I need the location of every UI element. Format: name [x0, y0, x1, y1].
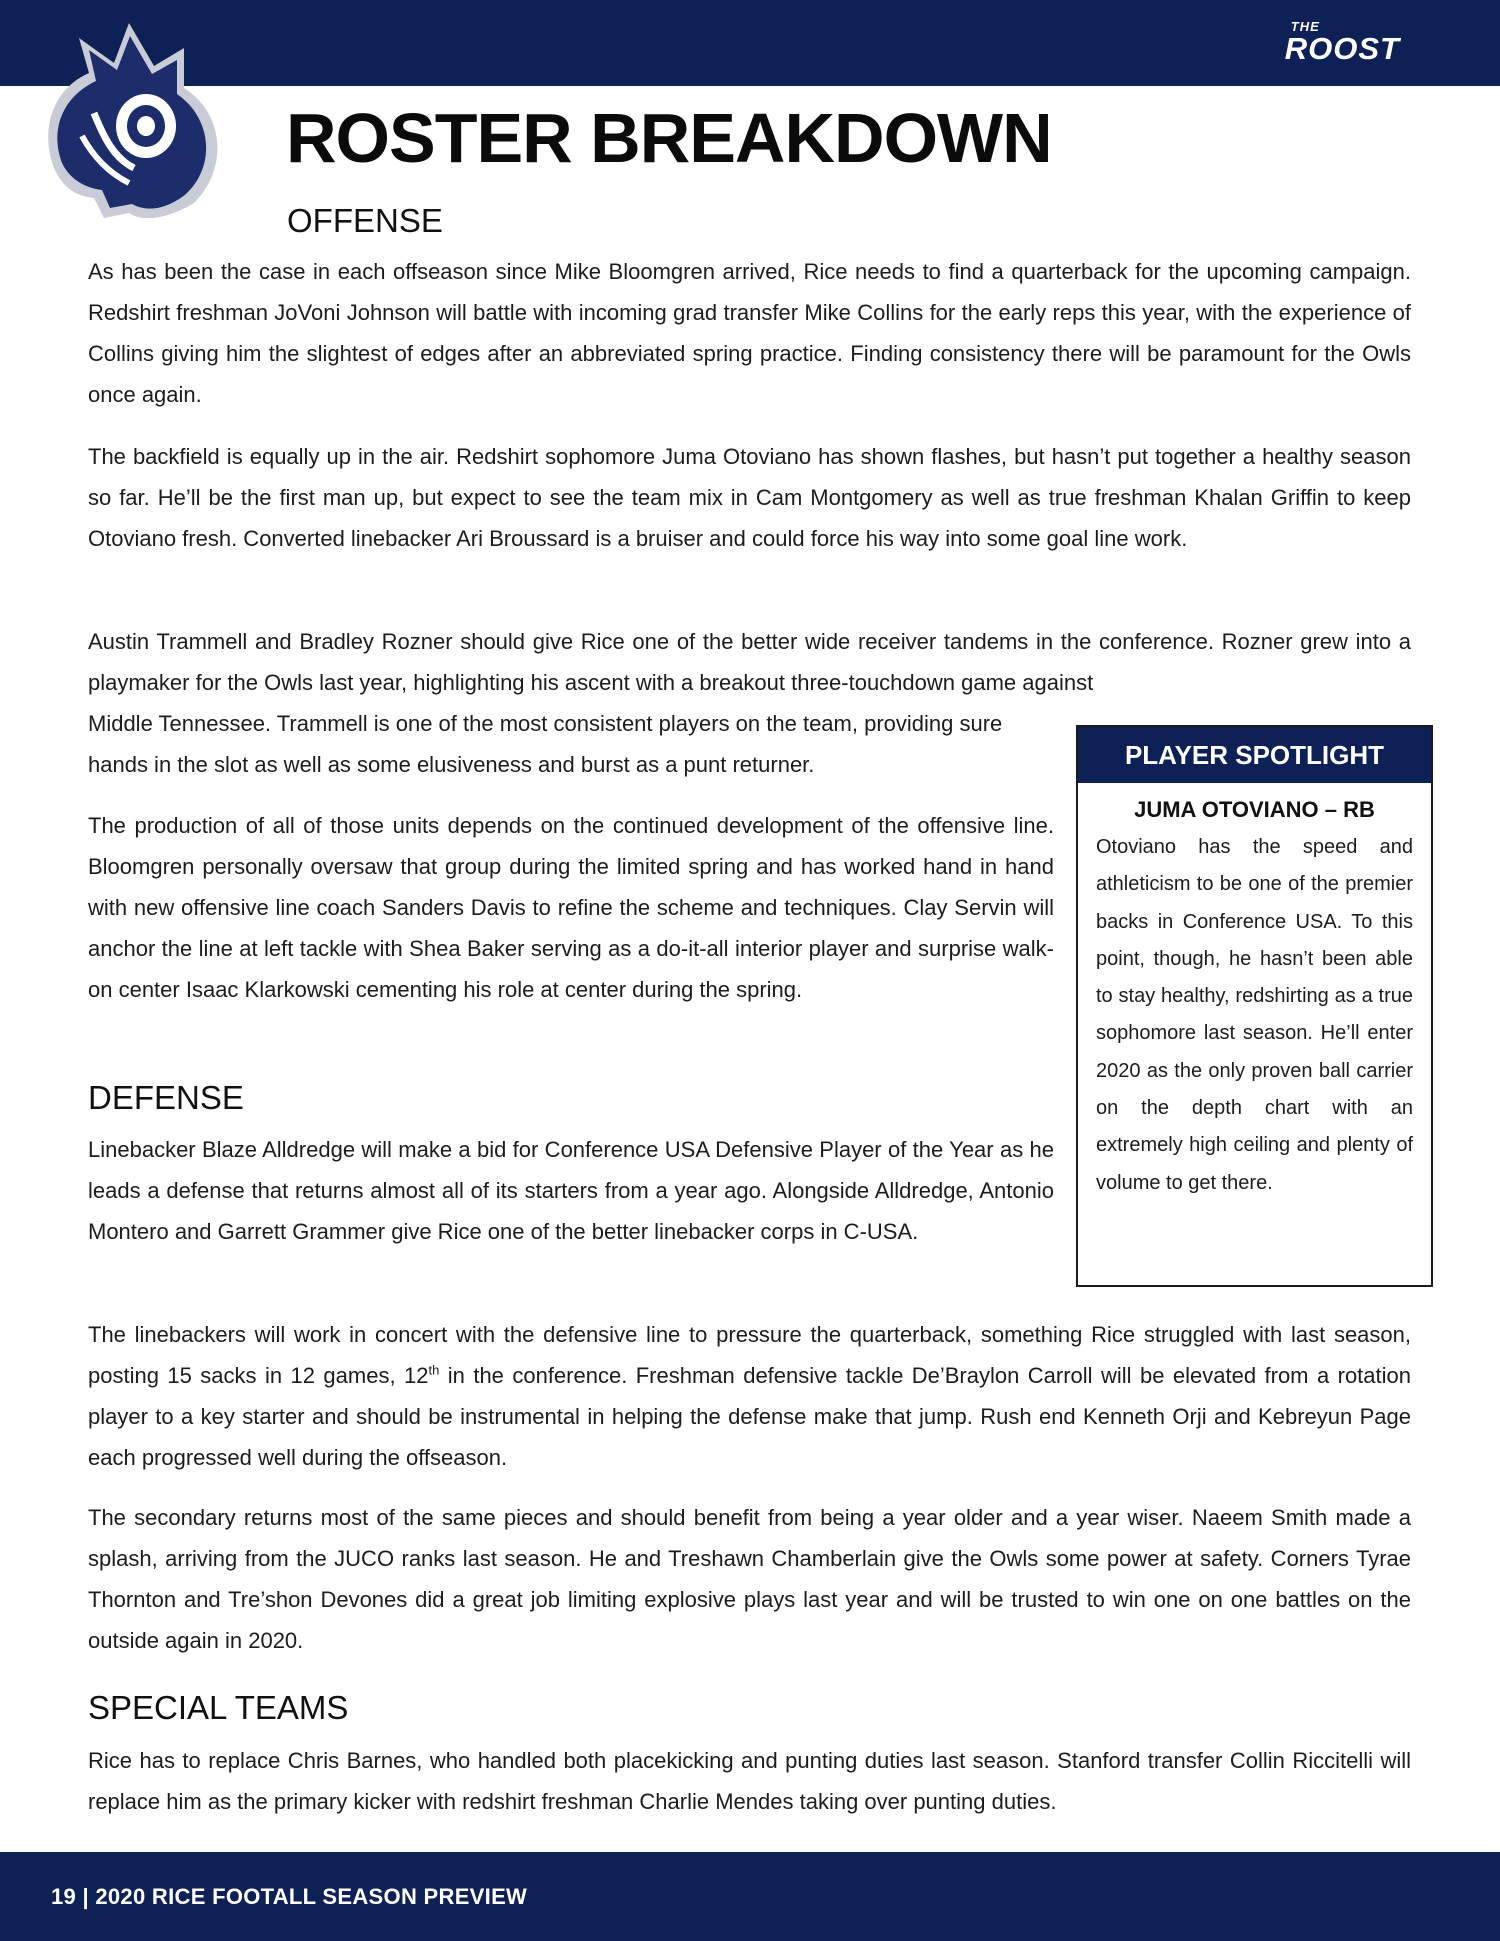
defense-paragraph-1: Linebacker Blaze Alldredge will make a bid for Conference USA Defensive Player of the Year as he leads a defense that returns almost all of its starters from a year ago. Alongside Alldredge, Antonio Montero and Garrett Grammer give Rice one of the better linebacker corps in C-USA.: [88, 1137, 1054, 1244]
defense-paragraph-2-part-b: in the conference. Freshman defensive tackle De’Braylon Carroll will be elevated from a rotation player to a key starter and should be instrumental in helping the defense make that jump. Rush end Kenneth Orji and Kebreyun Page each progressed well during the offseason.: [88, 1363, 1412, 1470]
ordinal-suffix: th: [428, 1362, 440, 1378]
offense-paragraph-4: The production of all of those units depends on the continued development of the offensive line. Bloomgren personally oversaw that group during the limited spring and has worked hand in hand with new offensive line coach Sanders Davis to refine the scheme and techniques. Clay Servin will anchor the line at left tackle with Shea Baker serving as a do-it-all interior player and surprise walk-on center Isaac Klarkowski cementing his role at center during the spring.: [88, 813, 1054, 1002]
roost-brand: [1285, 20, 1400, 64]
brand-small-label: THE: [1290, 19, 1320, 34]
spotlight-player-name: JUMA OTOVIANO – RB: [1134, 797, 1375, 822]
offense-paragraph-1: As has been the case in each offseason since Mike Bloomgren arrived, Rice needs to find a quarterback for the upcoming campaign. Redshirt freshman JoVoni Johnson will battle with incoming grad transfer Mike Collins for the early reps this year, with the experience of Collins giving him the slightest of edges after an abbreviated spring practice. Finding consistency there will be paramount for the Owls once again.: [88, 259, 1411, 407]
spotlight-header: PLAYER SPOTLIGHT: [1078, 727, 1431, 783]
defense-paragraph-2-part-a: The linebackers will work in concert with the defensive line to pressure the quarterback, something Rice struggled with last season, posting 15 sacks in 12 games, 12: [88, 1322, 1411, 1388]
footer-bar: [0, 1852, 1500, 1941]
footer-page-label: 19 | 2020 RICE FOOTALL SEASON PREVIEW: [51, 1884, 528, 1909]
offense-heading: OFFENSE: [287, 202, 443, 239]
page-title: ROSTER BREAKDOWN: [286, 99, 1052, 177]
special-teams-heading: SPECIAL TEAMS: [88, 1689, 349, 1726]
spotlight-text: Otoviano has the speed and athleticism to be one of the premier backs in Conference USA. To this point, though, he hasn’t been able to stay healthy, redshirting as a true sophomore last season. He’ll enter 2020 as the only proven ball carrier on the depth chart with an extremely high ceiling and plenty of volume to get there.: [1096, 836, 1413, 1194]
defense-paragraph-3: The secondary returns most of the same pieces and should benefit from being a year older and a year wiser. Naeem Smith made a splash, arriving from the JUCO ranks last season. He and Treshawn Chamberlain give the Owls some power at safety. Corners Tyrae Thornton and Tre’shon Devones did a great job limiting explosive plays last year and will be trusted to win one on one battles on the outside again in 2020.: [88, 1505, 1411, 1653]
brand-big-label: ROOST: [1284, 31, 1400, 66]
offense-paragraph-2: The backfield is equally up in the air. Redshirt sophomore Juma Otoviano has shown flashes, but hasn’t put together a healthy season so far. He’ll be the first man up, but expect to see the team mix in Cam Montgomery as well as true freshman Khalan Griffin to keep Otoviano fresh. Converted linebacker Ari Broussard is a bruiser and could force his way into some goal line work.: [88, 444, 1411, 551]
player-spotlight-box: [1076, 725, 1433, 1287]
offense-paragraph-3: Austin Trammell and Bradley Rozner should give Rice one of the better wide receiver tandems in the conference. Rozner grew into a playmaker for the Owls last year, highlighting his ascent with a breakout three-touchdown game against: [88, 629, 1411, 695]
special-teams-paragraph-1: Rice has to replace Chris Barnes, who handled both placekicking and punting duties last season. Stanford transfer Collin Riccitelli will replace him as the primary kicker with redshirt freshman Charlie Mendes taking over punting duties.: [88, 1748, 1411, 1814]
defense-paragraph-2: [88, 1314, 1411, 1478]
owl-logo-icon: [34, 18, 230, 218]
offense-paragraph-3-continued: Middle Tennessee. Trammell is one of the most consistent players on the team, providing sure hands in the slot as well as some elusiveness and burst as a punt returner.: [88, 711, 1003, 777]
defense-heading: DEFENSE: [88, 1079, 244, 1116]
